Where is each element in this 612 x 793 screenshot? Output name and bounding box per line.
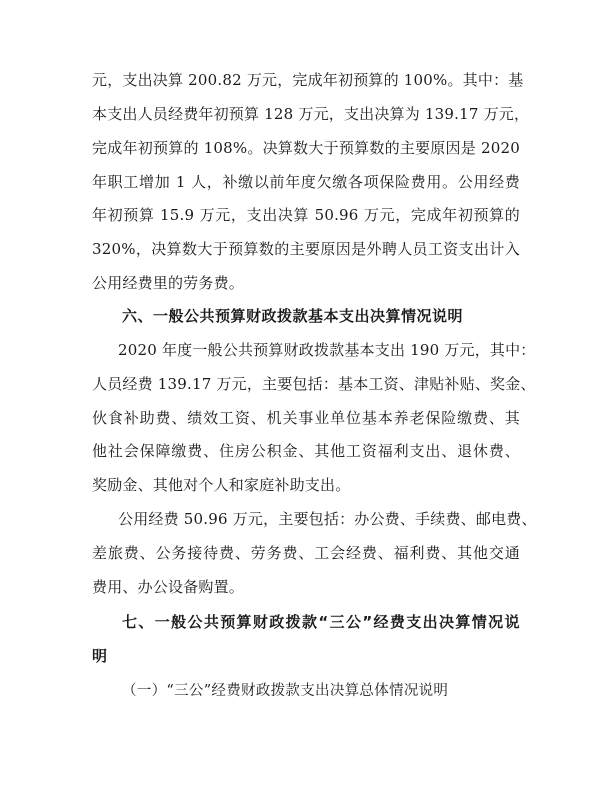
section-heading: 六、一般公共预算财政拨款基本支出决算情况说明 — [122, 307, 464, 325]
section-heading: 七、一般公共预算财政拨款“三公”经费支出决算情况说 — [122, 613, 520, 631]
paragraph-line: 他社会保障缴费、住房公积金、其他工资福利支出、退休费、 — [92, 442, 520, 460]
paragraph-line: 本支出人员经费年初预算 128 万元，支出决算为 139.17 万元， — [92, 105, 530, 123]
paragraph-line: 伙食补助费、绩效工资、机关事业单位基本养老保险缴费、其 — [92, 409, 520, 427]
paragraph-line: 奖励金、其他对个人和家庭补助支出。 — [92, 476, 351, 494]
section-heading: 明 — [92, 647, 108, 665]
paragraph-line: 完成年初预算的 108%。决算数大于预算数的主要原因是 2020 — [92, 139, 520, 157]
paragraph-line: 元，支出决算 200.82 万元，完成年初预算的 100%。其中：基 — [92, 71, 524, 89]
paragraph-line: 年职工增加 1 人，补缴以前年度欠缴各项保险费用。公用经费 — [92, 173, 520, 191]
paragraph-line: 人员经费 139.17 万元，主要包括：基本工资、津贴补贴、奖金、 — [92, 375, 536, 393]
paragraph-line: 费用、办公设备购置。 — [92, 578, 245, 596]
paragraph-line: 2020 年度一般公共预算财政拨款基本支出 190 万元，其中： — [118, 341, 536, 359]
paragraph-line: 年初预算 15.9 万元，支出决算 50.96 万元，完成年初预算的 — [92, 206, 520, 224]
subsection-heading: （一）“三公”经费财政拨款支出决算总体情况说明 — [122, 683, 449, 699]
paragraph-line: 320%，决算数大于预算数的主要原因是外聘人员工资支出计入 — [92, 240, 520, 258]
paragraph-line: 公用经费 50.96 万元，主要包括：办公费、手续费、邮电费、 — [118, 510, 537, 528]
paragraph-line: 差旅费、公务接待费、劳务费、工会经费、福利费、其他交通 — [92, 544, 520, 562]
paragraph-line: 公用经费里的劳务费。 — [92, 274, 245, 292]
